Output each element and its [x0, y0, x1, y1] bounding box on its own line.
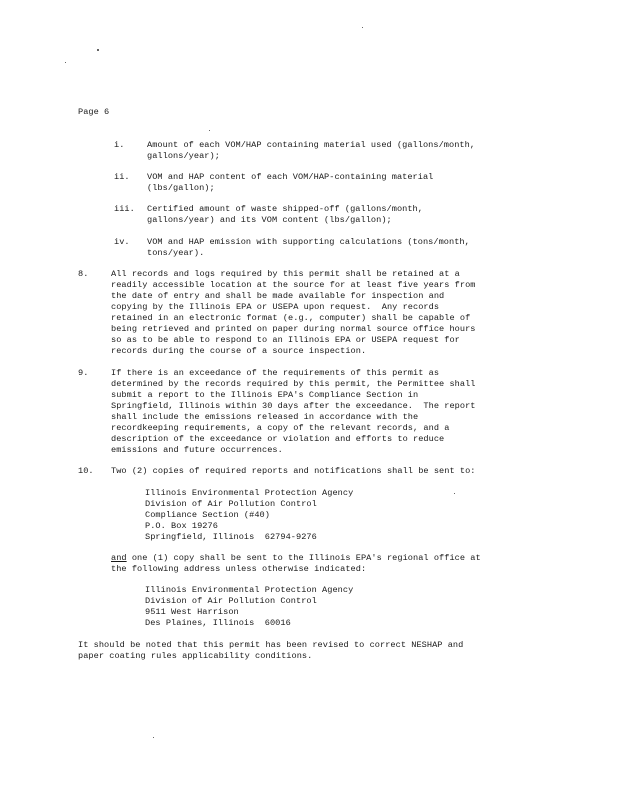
- paragraph-line: retained in an electronic format (e.g., computer) shall be capable of: [111, 313, 471, 323]
- paragraph-line: records during the course of a source inspection.: [111, 346, 367, 356]
- closing-line: It should be noted that this permit has been revised to correct NESHAP and: [78, 640, 464, 650]
- item-line: gallons/year) and its VOM content (lbs/gallon);: [147, 215, 392, 225]
- address-line: Springfield, Illinois 62794-9276: [145, 532, 317, 542]
- paragraph-line: readily accessible location at the source for at least five years from: [111, 280, 476, 290]
- item-marker: iv.: [114, 237, 130, 247]
- scan-speck: [362, 27, 363, 28]
- paragraph-line: determined by the records required by this permit, the Permittee shall: [111, 379, 476, 389]
- item-line: Amount of each VOM/HAP containing material used (gallons/month,: [147, 140, 476, 150]
- item-marker: i.: [114, 140, 125, 150]
- underlined-and: and: [111, 553, 127, 563]
- address-line: Division of Air Pollution Control: [145, 596, 317, 606]
- paragraph-number: 9.: [78, 368, 89, 378]
- paragraph-line: emissions and future occurrences.: [111, 445, 283, 455]
- page-label: Page 6: [78, 107, 110, 117]
- address-line: Illinois Environmental Protection Agency: [145, 488, 354, 498]
- paragraph-line: being retrieved and printed on paper during normal source office hours: [111, 324, 476, 334]
- paragraph-number: 10.: [78, 466, 94, 476]
- paragraph-line: the following address unless otherwise indicated:: [111, 564, 367, 574]
- address-line: P.O. Box 19276: [145, 521, 218, 531]
- paragraph-line: copying by the Illinois EPA or USEPA upon request. Any records: [111, 302, 440, 312]
- item-line: tons/year).: [147, 248, 205, 258]
- address-line: 9511 West Harrison: [145, 607, 239, 617]
- paragraph-text: one (1) copy shall be sent to the Illinois EPA's regional office at: [126, 553, 481, 563]
- item-line: gallons/year);: [147, 151, 220, 161]
- address-line: Illinois Environmental Protection Agency: [145, 585, 354, 595]
- scan-speck: [97, 49, 99, 51]
- paragraph-line: Two (2) copies of required reports and notifications shall be sent to:: [111, 466, 476, 476]
- item-line: Certified amount of waste shipped-off (gallons/month,: [147, 204, 423, 214]
- paragraph-line: so as to be able to respond to an Illinois EPA or USEPA request for: [111, 335, 460, 345]
- paragraph-line: If there is an exceedance of the requirements of this permit as: [111, 368, 440, 378]
- closing-line: paper coating rules applicability conditions.: [78, 651, 313, 661]
- scan-speck: [454, 493, 455, 494]
- paragraph-line: [111, 553, 481, 564]
- paragraph-line: the date of entry and shall be made available for inspection and: [111, 291, 445, 301]
- paragraph-line: recordkeeping requirements, a copy of the relevant records, and a: [111, 423, 450, 433]
- paragraph-line: submit a report to the Illinois EPA's Compliance Section in: [111, 390, 419, 400]
- item-line: VOM and HAP emission with supporting calculations (tons/month,: [147, 237, 470, 247]
- item-marker: iii.: [114, 204, 135, 214]
- paragraph-line: Springfield, Illinois within 30 days after the exceedance. The report: [111, 401, 476, 411]
- paragraph-line: description of the exceedance or violation and efforts to reduce: [111, 434, 445, 444]
- address-line: Compliance Section (#40): [145, 510, 270, 520]
- item-line: VOM and HAP content of each VOM/HAP-containing material: [147, 172, 434, 182]
- scan-speck: [153, 737, 154, 738]
- paragraph-line: All records and logs required by this permit shall be retained at a: [111, 269, 460, 279]
- address-line: Division of Air Pollution Control: [145, 499, 317, 509]
- item-line: (lbs/gallon);: [147, 183, 215, 193]
- item-marker: ii.: [114, 172, 130, 182]
- scan-speck: [65, 62, 66, 63]
- paragraph-line: shall include the emissions released in accordance with the: [111, 412, 419, 422]
- scan-speck: [209, 130, 210, 131]
- address-line: Des Plaines, Illinois 60016: [145, 618, 291, 628]
- paragraph-number: 8.: [78, 269, 89, 279]
